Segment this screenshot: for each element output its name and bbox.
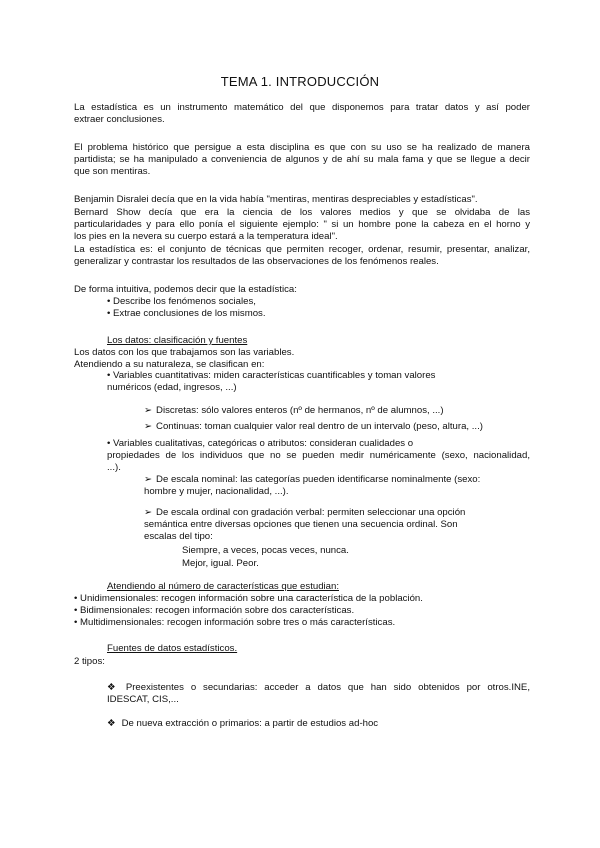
list-item: • Multidimensionales: recogen información sobre tres o más características. [74,617,396,628]
definition-line: generalizar y contrastar los resultados de las observaciones de los fenómenos reales. [74,256,439,267]
paragraph-line: Atendiendo a su naturaleza, se clasifican en: [74,359,265,370]
example-line: Siempre, a veces, pocas veces, nunca. [182,545,349,556]
page-title: TEMA 1. INTRODUCCIÓN [220,74,380,89]
sub-item-discretas: ➢ Discretas: sólo valores enteros (nº de hermanos, nº de alumnos, ...) [144,405,444,417]
sub-item-cont: escalas del tipo: [144,531,213,542]
paragraph-line: El problema histórico que persigue a esta disciplina es que con su uso se ha realizado de manera [74,142,530,153]
sub-item-cont: hombre y mujer, nacionalidad, ...). [144,486,289,497]
paragraph-line: partidista; se ha manipulado a conveniencia de algunos y de ahí su mala fama y que se llegue a decir [74,154,530,165]
list-item: • Variables cuantitativas: miden características cuantificables y toman valores [107,370,436,381]
sub-item-ordinal: ➢ De escala ordinal con gradación verbal: permiten seleccionar una opción [144,507,465,519]
section-heading-fuentes: Fuentes de datos estadísticos. [107,643,238,654]
paragraph-line: los pies en la nevera su cuerpo estará a la temperatura ideal". [74,231,338,242]
section-heading-datos: Los datos: clasificación y fuentes [107,335,248,346]
list-item: • Bidimensionales: recogen información sobre dos características. [74,605,355,616]
list-item-cont: ...). [107,462,121,473]
list-item: • Describe los fenómenos sociales, [107,296,256,307]
paragraph-line: La estadística es un instrumento matemático del que disponemos para tratar datos y así poder [74,102,530,113]
intuitive-lead: De forma intuitiva, podemos decir que la estadística: [74,284,297,295]
source-item-nueva: ❖ De nueva extracción o primarios: a partir de estudios ad-hoc [107,718,378,730]
list-item-cont: propiedades de los individuos que no se pueden medir numéricamente (sexo, nacionalidad, [107,450,530,461]
source-item-preexistentes: ❖ Preexistentes o secundarias: acceder a datos que han sido obtenidos por otros.INE, [107,682,530,694]
paragraph-line: Los datos con los que trabajamos son las variables. [74,347,295,358]
paragraph-line: Bernard Show decía que era la ciencia de los valores medios y que se olvidaba de las [74,207,530,218]
list-item: • Variables cualitativas, categóricas o atributos: consideran cualidades o [107,438,414,449]
source-item-cont: IDESCAT, CIS,... [107,694,179,705]
types-count: 2 tipos: [74,656,105,667]
paragraph-line: que son mentiras. [74,166,151,177]
sub-item-nominal: ➢ De escala nominal: las categorías pueden identificarse nominalmente (sexo: [144,474,480,486]
paragraph-line: particularidades y para ello ponía el siguiente ejemplo: " si un hombre pone la cabeza en el horno y [74,219,530,230]
quote-disraeli: Benjamin Disralei decía que en la vida había "mentiras, mentiras despreciables y estadísticas". [74,194,478,205]
section-heading-numero: Atendiendo al número de características que estudian: [107,581,339,592]
list-item: • Unidimensionales: recogen información sobre una característica de la población. [74,593,423,604]
sub-item-cont: semántica entre diversas opciones que tienen una secuencia ordinal. Son [144,519,458,530]
list-item-cont: numéricos (edad, ingresos, ...) [107,382,237,393]
example-line: Mejor, igual. Peor. [182,558,259,569]
definition-line: La estadística es: el conjunto de técnicas que permiten recoger, ordenar, resumir, presentar, analizar, [74,244,530,255]
list-item: • Extrae conclusiones de los mismos. [107,308,266,319]
sub-item-continuas: ➢ Continuas: toman cualquier valor real dentro de un intervalo (peso, altura, ...) [144,421,483,433]
paragraph-line: extraer conclusiones. [74,114,165,125]
